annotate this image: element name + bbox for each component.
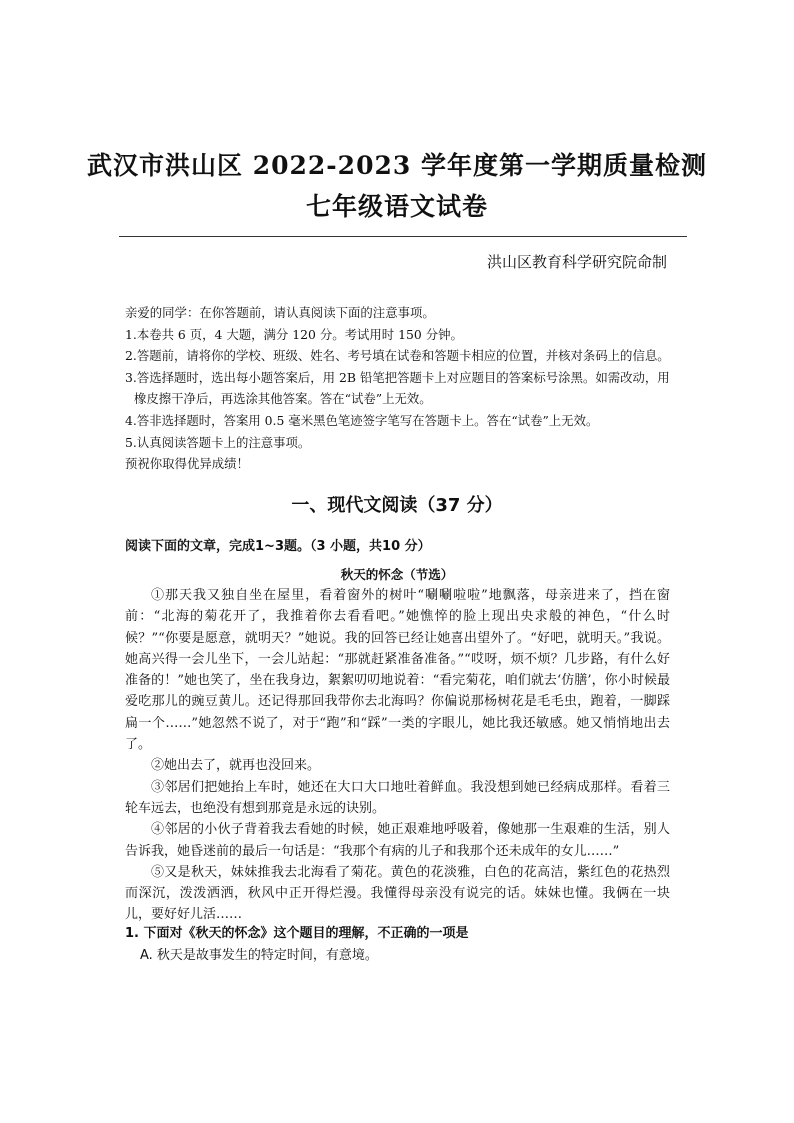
notes-item-4: 4.答非选择题时，答案用 0.5 毫米黑色笔迹签字笔写在答题卡上。答在“试卷”上无效。: [125, 412, 599, 428]
passage-paragraph-5: ⑤又是秋天，妹妹推我去北海看了菊花。黄色的花淡雅，白色的花高洁，紫红色的花热烈而深沉，泼泼洒洒，秋风中正开得烂漫。我懂得母亲没有说完的话。妹妹也懂。我俩在一块儿，要好好儿活……: [125, 864, 670, 923]
passage-paragraph-1: ①那天我又独自坐在屋里，看着窗外的树叶“唰唰啦啦”地飘落，母亲进来了，挡在窗前：“北海的菊花开了，我推着你去看看吧。”她憔悴的脸上现出央求般的神色，“什么时候？”“你要是愿意，就明天？”她说。我的回答已经让她喜出望外了。“好吧，就明天。”我说。她高兴得一会儿坐下，一会儿站起：“那就赶紧准备准备。”“哎呀，烦不烦？几步路，有什么好准备的！”她也笑了，坐在我身边，絮絮叨叨地说着：“看完菊花，咱们就去‘仿膳’，你小时候最爱吃那儿的豌豆黄儿。还记得那回我带你去北海吗？你偏说那杨树花是毛毛虫，跑着，一脚踩扁一个……”她忽然不说了，对于“跑”和“踩”一类的字眼儿，她比我还敏感。她又悄悄地出去了。: [125, 588, 670, 753]
notes-item-3: 3.答选择题时，选出每小题答案后，用 2B 铅笔把答题卡上对应题目的答案标号涂黑。如需改动，用橡皮擦干净后，再选涂其他答案。答在“试卷”上无效。: [125, 369, 670, 407]
exam-subtitle: 七年级语文试卷: [305, 192, 488, 221]
passage-paragraph-3: ③邻居们把她抬上车时，她还在大口大口地吐着鲜血。我没想到她已经病成那样。看着三轮车远去，也绝没有想到那竟是永远的诀别。: [125, 779, 670, 816]
passage-paragraph-2: ②她出去了，就再也没回来。: [151, 758, 321, 774]
notes-item-2: 2.答题前，请将你的学校、班级、姓名、考号填在试卷和答题卡相应的位置，并核对条码上的信息。: [125, 348, 670, 364]
question-1-stem: 1. 下面对《秋天的怀念》这个题目的理解，不正确的一项是: [125, 926, 469, 941]
passage-title: 秋天的怀念（节选）: [340, 567, 454, 582]
notes-closing: 预祝你取得优异成绩！: [125, 456, 249, 472]
notes-greeting: 亲爱的同学：在你答题前，请认真阅读下面的注意事项。: [125, 305, 435, 320]
notes-item-1: 1.本卷共 6 页，4 大题，满分 120 分。考试用时 150 分钟。: [125, 326, 463, 342]
section-heading: 一、现代文阅读（37 分）: [291, 495, 503, 516]
header-divider: [119, 236, 687, 237]
exam-title: 武汉市洪山区 2022-2023 学年度第一学期质量检测: [87, 151, 707, 180]
issuing-organization: 洪山区教育科学研究院命制: [486, 253, 667, 271]
exam-notes: [125, 302, 675, 475]
passage-body: [125, 585, 670, 926]
question-1-option-a: A. 秋天是故事发生的特定时间，有意境。: [140, 948, 378, 963]
reading-instruction: 阅读下面的文章，完成1~3题。（3 小题，共10 分）: [125, 539, 431, 554]
notes-item-5: 5.认真阅读答题卡上的注意事项。: [125, 434, 311, 450]
passage-paragraph-4: ④邻居的小伙子背着我去看她的时候，她正艰难地呼吸着，像她那一生艰难的生活，别人告诉我，她昏迷前的最后一句话是：“我那个有病的儿子和我那个还未成年的女儿……”: [125, 822, 670, 859]
